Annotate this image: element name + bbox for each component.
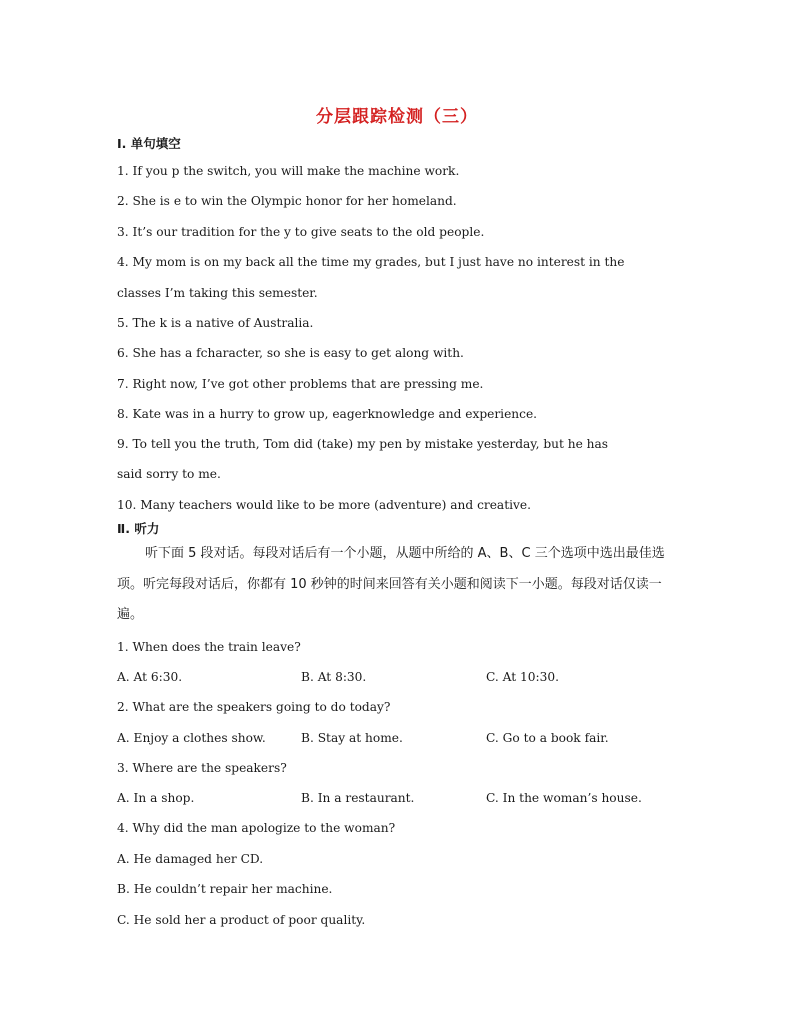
section-heading-listening: Ⅱ. 听力	[117, 521, 160, 536]
blank-item-9-cont: said sorry to me.	[117, 467, 221, 481]
q4-option-a: A. He damaged her CD.	[117, 852, 264, 866]
blank-item-4: 4. My mom is on my back all the time my grades, but I just have no interest in the	[117, 255, 625, 269]
listening-question-1: 1. When does the train leave?	[117, 640, 301, 654]
listening-intro-line-2: 项。听完每段对话后，你都有 10 秒钟的时间来回答有关小题和阅读下一小题。每段对话仅读一	[117, 577, 662, 592]
blank-item-3: 3. It’s our tradition for the y to give seats to the old people.	[117, 225, 485, 239]
blank-item-7: 7. Right now, I’ve got other problems that are pressing me.	[117, 377, 484, 391]
q2-option-a: A. Enjoy a clothes show.	[117, 731, 266, 745]
page-title: 分层跟踪检测（三）	[316, 107, 478, 127]
blank-item-5: 5. The k is a native of Australia.	[117, 316, 314, 330]
blank-item-1: 1. If you p the switch, you will make the machine work.	[117, 164, 460, 178]
q1-option-b: B. At 8:30.	[301, 670, 367, 684]
q4-option-c: C. He sold her a product of poor quality.	[117, 913, 366, 927]
listening-intro-line-1: 听下面 5 段对话。每段对话后有一个小题，从题中所给的 A、B、C 三个选项中选出最佳选	[145, 546, 665, 561]
q3-option-b: B. In a restaurant.	[301, 791, 415, 805]
blank-item-4-cont: classes I’m taking this semester.	[117, 286, 318, 300]
q3-option-c: C. In the woman’s house.	[486, 791, 642, 805]
q2-option-b: B. Stay at home.	[301, 731, 403, 745]
blank-item-6: 6. She has a fcharacter, so she is easy to get along with.	[117, 346, 464, 360]
blank-item-2: 2. She is e to win the Olympic honor for her homeland.	[117, 194, 457, 208]
blank-item-8: 8. Kate was in a hurry to grow up, eagerknowledge and experience.	[117, 407, 538, 421]
blank-item-9: 9. To tell you the truth, Tom did (take) my pen by mistake yesterday, but he has	[117, 437, 609, 451]
listening-question-4: 4. Why did the man apologize to the woman?	[117, 821, 396, 835]
q1-option-c: C. At 10:30.	[486, 670, 559, 684]
q2-option-c: C. Go to a book fair.	[486, 731, 609, 745]
section-heading-fill-blank: Ⅰ. 单句填空	[117, 136, 181, 151]
listening-question-3: 3. Where are the speakers?	[117, 761, 287, 775]
q4-option-b: B. He couldn’t repair her machine.	[117, 882, 333, 896]
q3-option-a: A. In a shop.	[117, 791, 195, 805]
listening-question-2: 2. What are the speakers going to do today?	[117, 700, 391, 714]
blank-item-10: 10. Many teachers would like to be more (adventure) and creative.	[117, 498, 531, 512]
listening-intro-line-3: 遍。	[117, 607, 144, 622]
q1-option-a: A. At 6:30.	[117, 670, 183, 684]
